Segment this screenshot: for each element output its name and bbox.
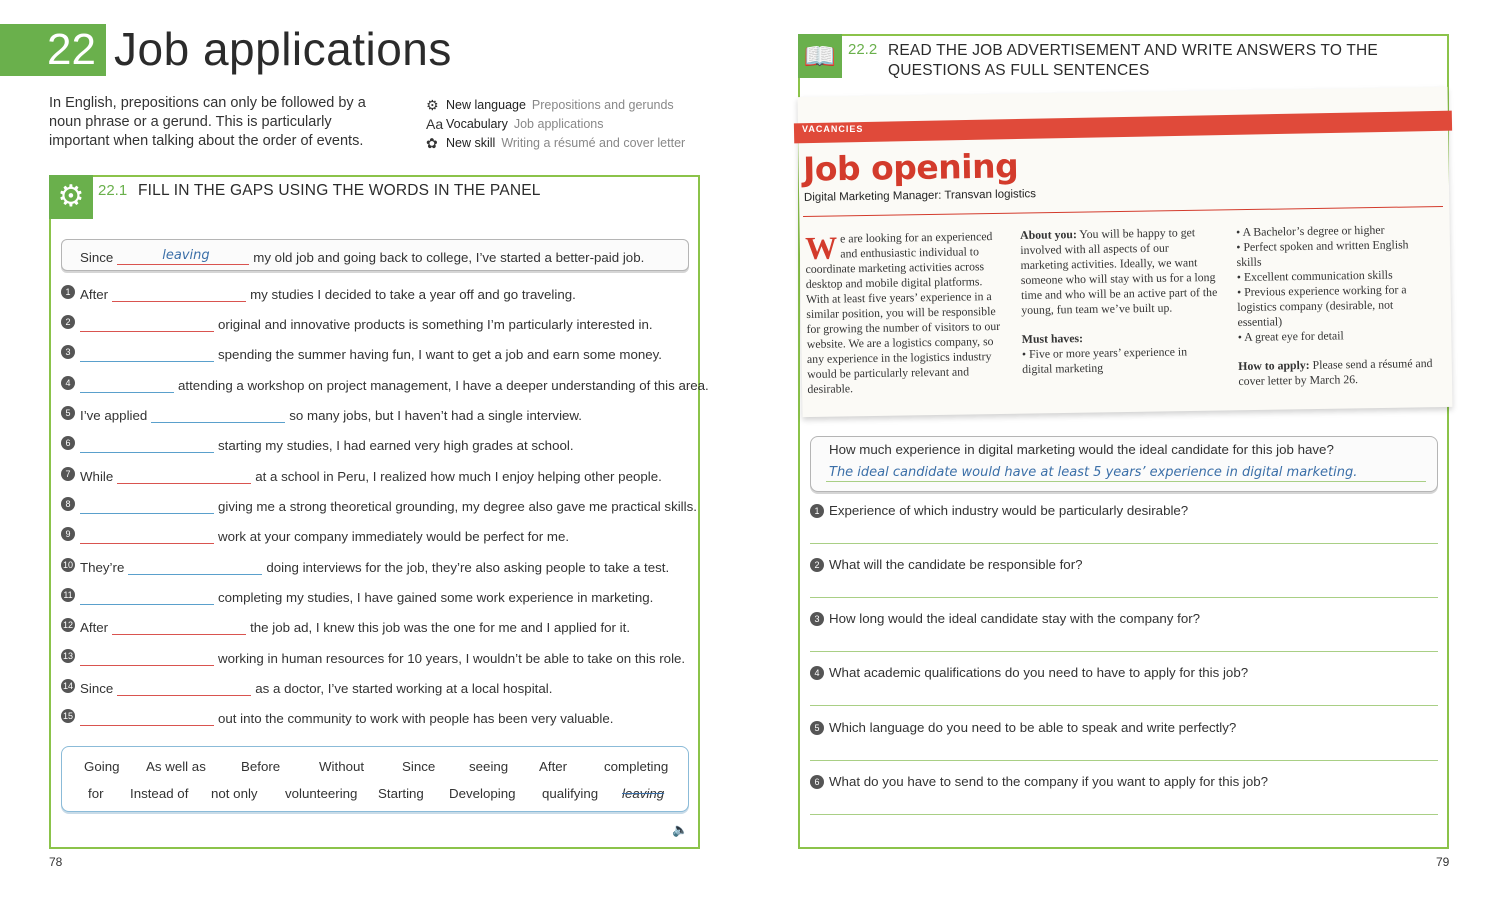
answer-blank[interactable] <box>112 620 246 635</box>
sentence-start: They’re <box>80 560 125 575</box>
question-number: 3 <box>810 612 824 626</box>
meta-new-skill: ✿ New skill Writing a résumé and cover letter <box>426 135 686 151</box>
gap-fill-item <box>61 676 552 696</box>
answer-blank[interactable] <box>80 347 214 362</box>
sentence-end: the job ad, I knew this job was the one for me and I applied for it. <box>250 620 631 635</box>
gap-fill-item <box>61 433 574 453</box>
answer-blank[interactable] <box>80 438 214 453</box>
gap-fill-item <box>61 464 662 484</box>
exercise-title: READ THE JOB ADVERTISEMENT AND WRITE ANSWERS TO THE QUESTIONS AS FULL SENTENCES <box>888 42 1378 79</box>
panel-word: seeing <box>469 759 509 774</box>
panel-word: Starting <box>378 786 424 801</box>
word-panel <box>61 746 689 812</box>
answer-blank[interactable] <box>80 590 214 605</box>
example-answer-line <box>826 481 1426 482</box>
page-number-right: 79 <box>1436 855 1450 869</box>
vacancies-label: VACANCIES <box>802 124 864 134</box>
exercise-number: 22.1 <box>98 182 128 199</box>
sentence-end: giving me a strong theoretical grounding, my degree also gave me practical skills. <box>218 499 697 514</box>
panel-word: As well as <box>146 759 206 774</box>
sentence-end: my studies I decided to take a year off and go traveling. <box>250 287 576 302</box>
font-icon: Aa <box>426 116 444 132</box>
answer-line[interactable] <box>810 814 1438 815</box>
sentence-start: Since <box>80 681 114 696</box>
panel-word: Before <box>241 759 281 774</box>
answer-blank[interactable] <box>80 529 214 544</box>
unit-number: 22 <box>0 24 106 76</box>
gap-fill-item <box>61 494 697 514</box>
panel-word: volunteering <box>285 786 358 801</box>
panel-word: Since <box>402 759 436 774</box>
gap-fill-item <box>61 585 653 605</box>
panel-word: Instead of <box>130 786 189 801</box>
panel-word: Developing <box>449 786 516 801</box>
answer-line[interactable] <box>810 705 1438 706</box>
meta-vocabulary: Aa Vocabulary Job applications <box>426 116 604 132</box>
meta-new-language: ⚙ New language Prepositions and gerunds <box>426 97 674 113</box>
question-number: 6 <box>61 436 75 450</box>
gap-fill-item <box>61 312 653 332</box>
question-number: 5 <box>61 406 75 420</box>
comprehension-question <box>810 557 1083 572</box>
sentence-end: so many jobs, but I haven’t had a single interview. <box>289 408 582 423</box>
question-text: What will the candidate be responsible for? <box>829 557 1083 572</box>
answer-blank[interactable] <box>80 711 214 726</box>
sentence-end: attending a workshop on project management, I have a deeper understanding of this area. <box>178 378 709 393</box>
gap-fill-item <box>61 342 662 362</box>
question-text: What academic qualifications do you need to have to apply for this job? <box>829 665 1249 680</box>
question-number: 5 <box>810 721 824 735</box>
question-number: 9 <box>61 527 75 541</box>
question-number: 15 <box>62 711 73 721</box>
example-answer: leaving <box>117 250 249 265</box>
sentence-end: starting my studies, I had earned very high grades at school. <box>218 438 574 453</box>
gap-fill-item <box>61 524 569 544</box>
sentence-end: at a school in Peru, I realized how much I enjoy helping other people. <box>255 469 662 484</box>
question-number: 3 <box>61 345 75 359</box>
intro-text: In English, prepositions can only be followed by a noun phrase or a gerund. This is particularly important when talking about the order of events. <box>49 95 366 149</box>
ad-title: Job opening <box>802 146 1019 189</box>
gear-icon: ⚙ <box>426 97 439 113</box>
gap-fill-item <box>61 615 630 635</box>
panel-word: qualifying <box>542 786 599 801</box>
answer-line[interactable] <box>810 543 1438 544</box>
question-number: 14 <box>62 681 73 691</box>
question-text: Experience of which industry would be particularly desirable? <box>829 503 1189 518</box>
page-number-left: 78 <box>49 855 63 869</box>
sentence-end: as a doctor, I’ve started working at a local hospital. <box>255 681 553 696</box>
sentence-end: doing interviews for the job, they’re also asking people to take a test. <box>266 560 670 575</box>
panel-word: Without <box>319 759 365 774</box>
sentence-start: After <box>80 287 109 302</box>
gap-fill-item <box>61 706 613 726</box>
comprehension-question <box>810 503 1188 518</box>
gear-icon: ⚙ <box>49 175 93 219</box>
sentence-end: spending the summer having fun, I want to get a job and earn some money. <box>218 347 662 362</box>
example-line: Since leaving my old job and going back to college, I’ve started a better-paid job. <box>80 248 645 265</box>
exercise-number: 22.2 <box>848 41 878 58</box>
exercise-title: FILL IN THE GAPS USING THE WORDS IN THE PANEL <box>138 182 541 199</box>
question-number: 10 <box>62 560 73 570</box>
answer-blank[interactable] <box>112 287 246 302</box>
ad-column-1: We are looking for an experienced and enthusiastic individual to coordinate marketing activities across desktop and mobile digital platforms. With at least five years’ experience in a similar position, you will be responsible for growing the number of visitors to our website. We are a logistics company, so any experience in the logistics industry would be particularly relevant and desirable. <box>804 229 1001 396</box>
gap-fill-item <box>61 646 685 666</box>
question-text: What do you have to send to the company if you want to apply for this job? <box>829 774 1269 789</box>
gap-fill-item <box>61 403 582 423</box>
answer-blank[interactable] <box>80 499 214 514</box>
answer-blank[interactable] <box>80 378 174 393</box>
gap-fill-item <box>61 282 576 302</box>
panel-word: not only <box>211 786 258 801</box>
question-number: 13 <box>62 651 73 661</box>
ad-column-3: • A Bachelor’s degree or higher • Perfect spoken and written English skills • Excellent communication skills • Previous experience working for a logistics company (desirable, not essential) • A great eye for detail How to apply: Please send a résumé and cover letter by March 26. <box>1236 222 1433 388</box>
book-icon: 📖 <box>798 34 842 78</box>
panel-word: After <box>539 759 568 774</box>
ad-subtitle: Digital Marketing Manager: Transvan logistics <box>803 188 1037 204</box>
question-number: 7 <box>61 467 75 481</box>
comprehension-question <box>810 665 1248 680</box>
answer-blank[interactable] <box>151 408 285 423</box>
gap-fill-item <box>61 373 709 393</box>
ad-column-2: About you: You will be happy to get involved with all aspects of our marketing activities. Ideally, we want someone who will stay with us for a long time and who will be an active part of the young, fun team we’ve built up. Must haves: • Five or more years’ experience in digital marketing <box>1020 225 1218 376</box>
question-number: 4 <box>810 666 824 680</box>
sentence-start: I’ve applied <box>80 408 148 423</box>
question-text: Which language do you need to be able to speak and write perfectly? <box>829 720 1237 735</box>
answer-blank[interactable] <box>117 469 251 484</box>
answer-blank[interactable] <box>80 317 214 332</box>
question-number: 2 <box>810 558 824 572</box>
question-number: 8 <box>61 497 75 511</box>
answer-line[interactable] <box>810 597 1438 598</box>
panel-word: Going <box>84 759 120 774</box>
sentence-start: While <box>80 469 114 484</box>
question-text: How long would the ideal candidate stay with the company for? <box>829 611 1201 626</box>
comprehension-question <box>810 611 1200 626</box>
question-number: 1 <box>810 504 824 518</box>
unit-meta <box>426 96 685 153</box>
answer-blank[interactable] <box>128 560 262 575</box>
audio-speaker-icon[interactable]: 🔈 <box>672 822 689 837</box>
question-number: 2 <box>61 315 75 329</box>
answer-blank[interactable] <box>80 651 214 666</box>
answer-line[interactable] <box>810 760 1438 761</box>
unit-title: Job applications <box>114 23 452 75</box>
sentence-end: completing my studies, I have gained some work experience in marketing. <box>218 590 654 605</box>
comprehension-question <box>810 774 1268 789</box>
sentence-end: work at your company immediately would be perfect for me. <box>218 529 570 544</box>
question-number: 11 <box>61 588 75 602</box>
question-number: 6 <box>810 775 824 789</box>
answer-blank[interactable] <box>117 681 251 696</box>
question-number: 4 <box>61 376 75 390</box>
panel-word: completing <box>604 759 669 774</box>
question-number: 12 <box>62 620 73 630</box>
answer-line[interactable] <box>810 651 1438 652</box>
sentence-start: After <box>80 620 109 635</box>
panel-word: leaving <box>622 786 665 801</box>
comprehension-question <box>810 720 1236 735</box>
panel-word: for <box>88 786 104 801</box>
sentence-end: working in human resources for 10 years, I wouldn’t be able to take on this role. <box>218 651 686 666</box>
question-number: 1 <box>61 285 75 299</box>
sentence-end: original and innovative products is something I’m particularly interested in. <box>218 317 653 332</box>
gap-fill-item <box>61 555 669 575</box>
ad-dropcap: W <box>804 229 838 266</box>
example-question: How much experience in digital marketing would the ideal candidate for this job have? <box>829 442 1334 457</box>
sentence-end: out into the community to work with people has been very valuable. <box>218 711 614 726</box>
example-answer: The ideal candidate would have at least 5 years’ experience in digital marketing. <box>829 465 1358 480</box>
puzzle-icon: ✿ <box>426 135 438 151</box>
